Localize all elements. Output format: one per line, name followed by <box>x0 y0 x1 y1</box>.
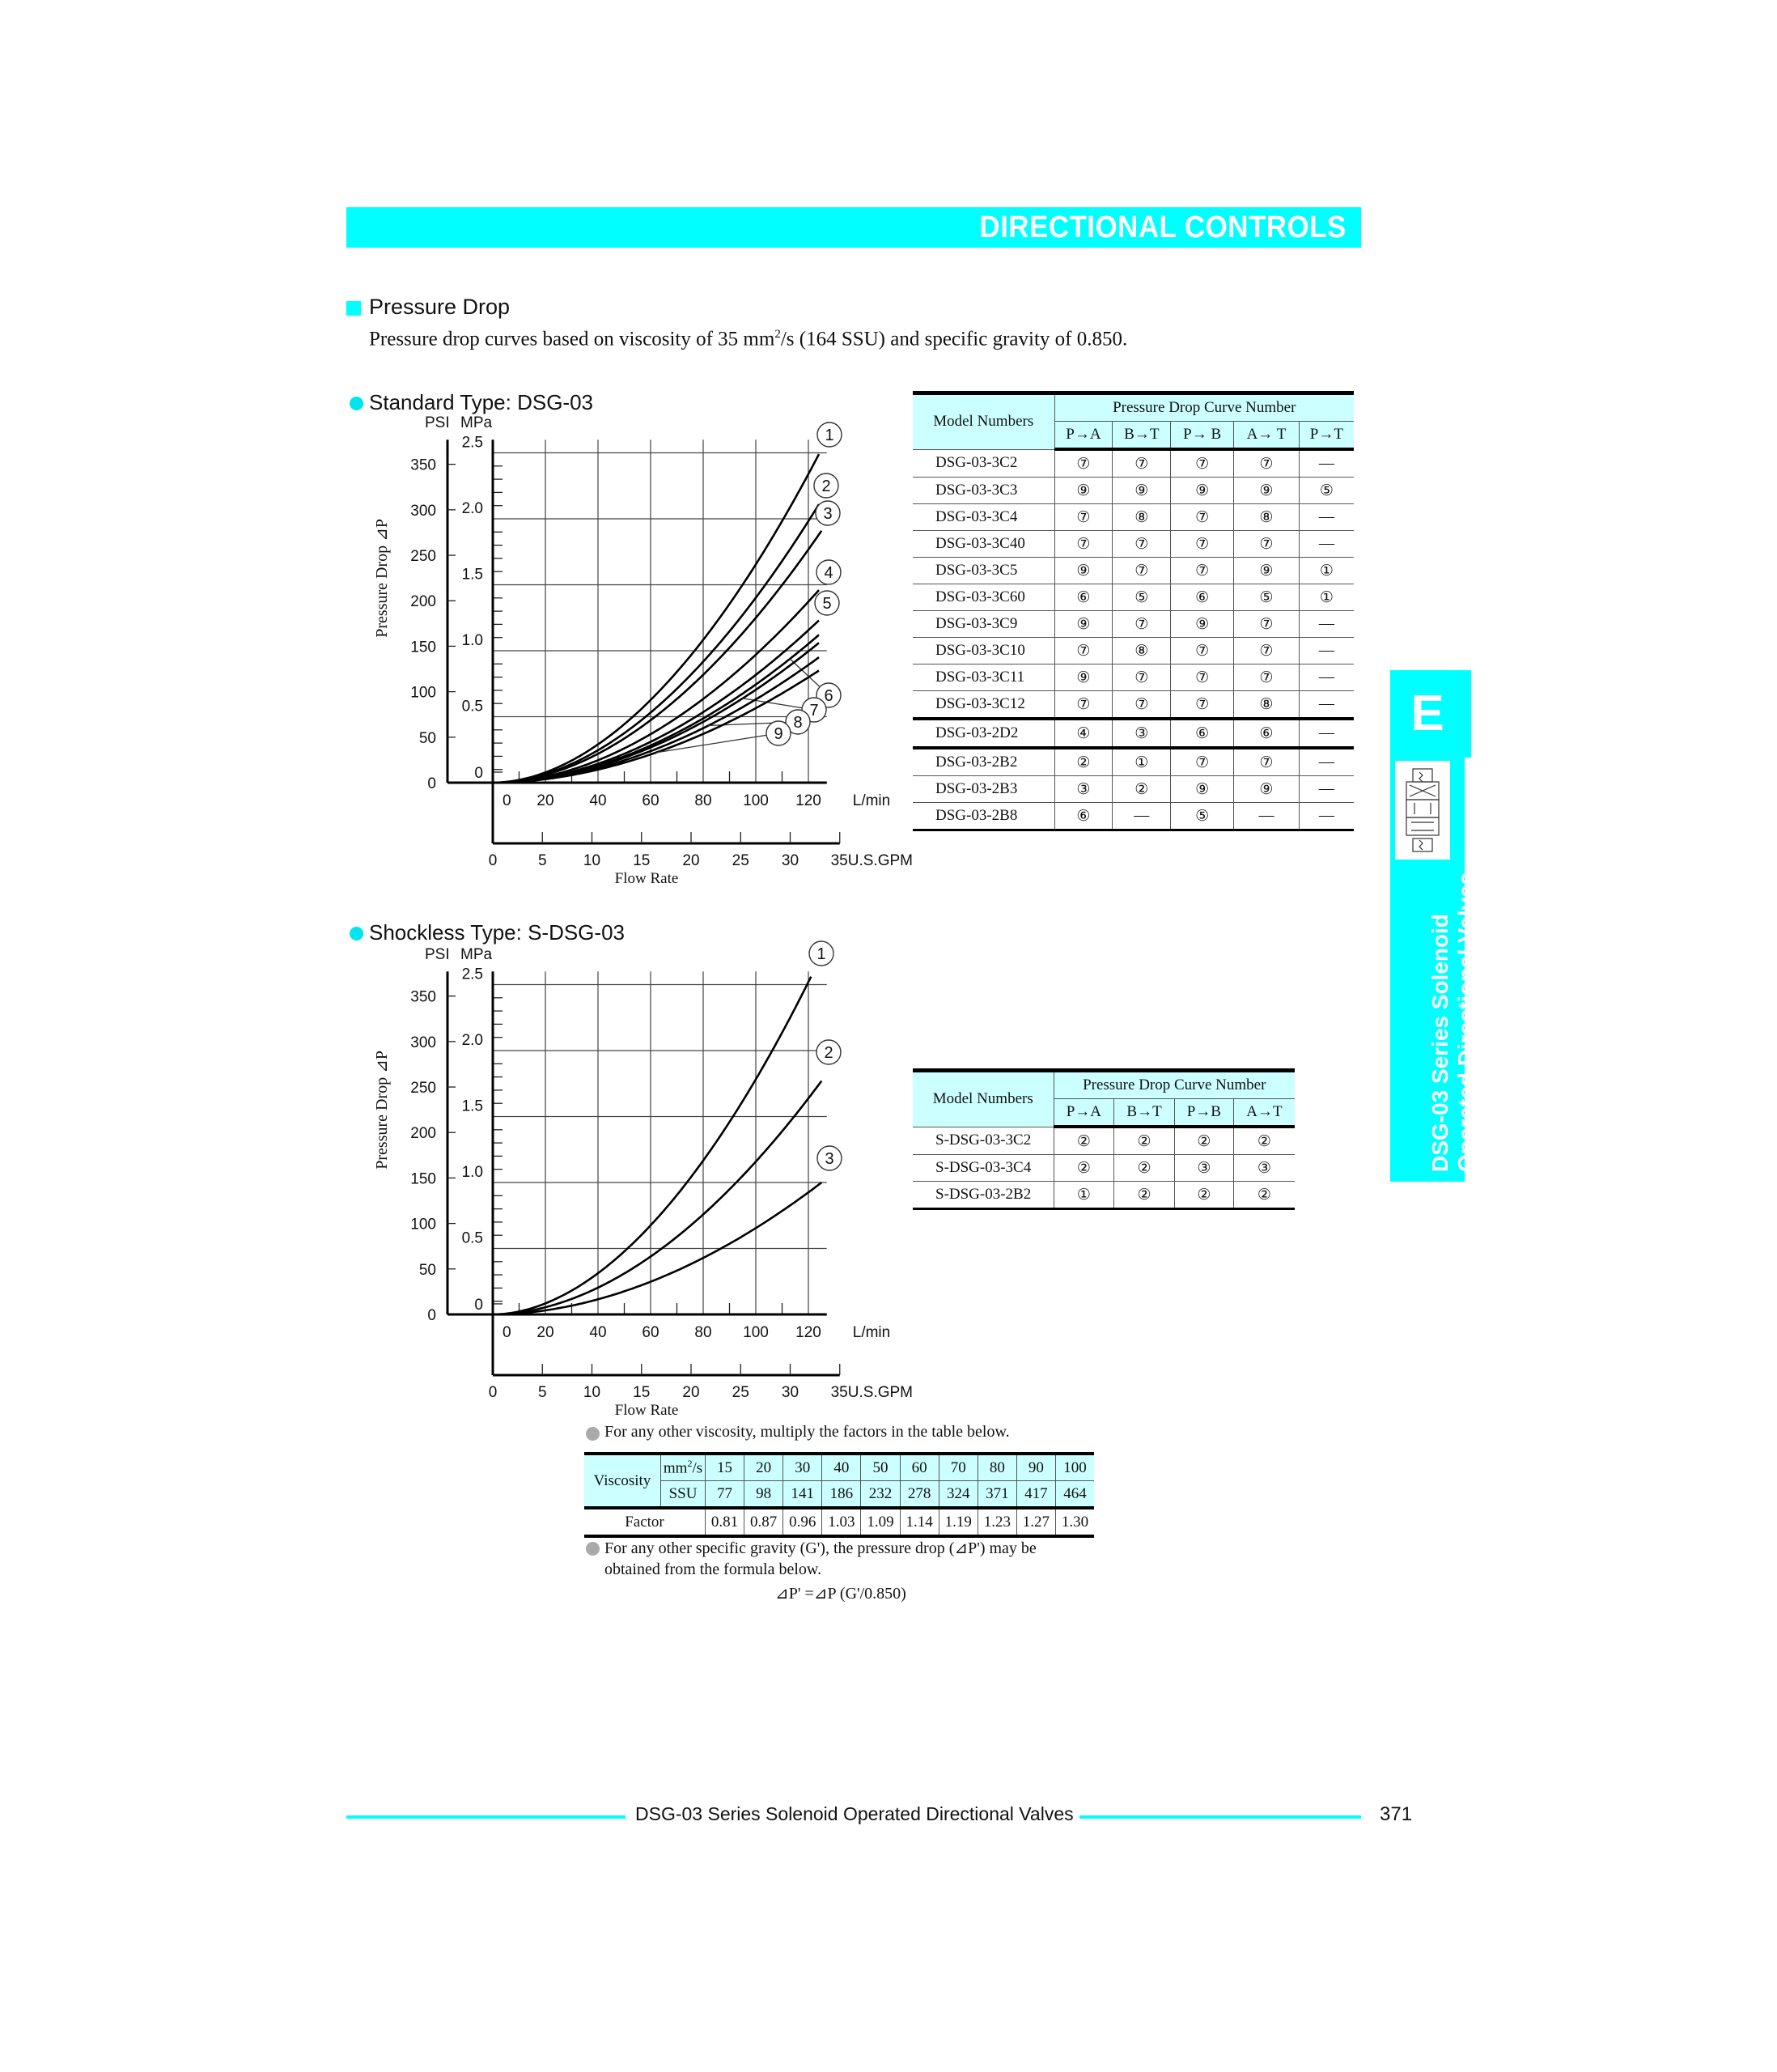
curve-number-cell: ⑦ <box>1171 748 1234 776</box>
curve-number-cell: ⑨ <box>1054 558 1113 584</box>
gpm-unit-label: U.S.GPM <box>847 852 913 869</box>
curve-label: 3 <box>823 505 833 523</box>
section-marker-icon <box>346 301 361 316</box>
x-unit-label: L/min <box>852 1324 891 1341</box>
table-row <box>913 803 1354 830</box>
curve-label: 3 <box>825 1150 834 1168</box>
curve-number-cell: ② <box>1233 1127 1295 1155</box>
standard-pressure-drop-table <box>913 391 1354 831</box>
table-row <box>913 584 1354 611</box>
column-header: P→A <box>1054 1099 1114 1127</box>
footer-rule-right <box>1079 1815 1361 1819</box>
x-tick-label: 0 <box>503 1324 511 1341</box>
curve-number-cell: ⑧ <box>1113 638 1171 664</box>
column-header: P→ B <box>1171 422 1234 450</box>
ssu-cell: 186 <box>822 1481 861 1509</box>
mm2s-cell: 20 <box>744 1454 783 1481</box>
footer-title: DSG-03 Series Solenoid Operated Directional Valves <box>635 1803 1074 1824</box>
curve-number-cell: ⑨ <box>1054 611 1113 638</box>
model-number: DSG-03-3C9 <box>913 611 1054 638</box>
curve-number-cell: ⑨ <box>1171 776 1234 803</box>
curve-number-cell: ① <box>1299 558 1354 584</box>
table-row <box>913 611 1354 638</box>
header-title: DIRECTIONAL CONTROLS <box>979 210 1347 244</box>
table-row <box>913 638 1354 664</box>
gpm-tick-label: 30 <box>781 852 799 869</box>
model-number: DSG-03-3C60 <box>913 584 1054 611</box>
x-tick-label: 100 <box>743 792 769 809</box>
column-header: P→T <box>1299 422 1354 450</box>
factor-cell: 1.27 <box>1016 1508 1055 1536</box>
curve-number-cell: ⑦ <box>1171 691 1234 720</box>
table-row <box>913 531 1354 558</box>
curve-number-cell: ⑤ <box>1113 584 1171 611</box>
x-tick-label: 40 <box>589 792 607 809</box>
model-numbers-header: Model Numbers <box>913 1071 1054 1127</box>
psi-unit-label: PSI <box>425 414 450 431</box>
curve-number-cell: ⑨ <box>1234 478 1300 504</box>
curve-number-cell: ② <box>1114 1182 1175 1209</box>
mpa-unit-label: MPa <box>460 414 493 431</box>
model-number: DSG-03-3C11 <box>913 664 1054 691</box>
gpm-tick-label: 20 <box>682 852 700 869</box>
curve-number-cell: ⑦ <box>1171 504 1234 531</box>
psi-tick-label: 0 <box>427 1307 436 1324</box>
section-subtitle <box>369 328 1127 350</box>
curve-number-cell: ① <box>1299 584 1354 611</box>
curve-number-cell: ⑦ <box>1234 449 1300 478</box>
subtitle-sup: 2 <box>774 328 781 341</box>
chapter-letter: E <box>1410 686 1444 741</box>
curve-number-cell: ⑨ <box>1113 478 1171 504</box>
psi-tick-label: 50 <box>418 1261 436 1279</box>
curve-number-cell: ⑦ <box>1171 531 1234 558</box>
x-tick-label: 20 <box>536 792 554 809</box>
table-row <box>913 1182 1295 1209</box>
curve-number-cell: ⑧ <box>1113 504 1171 531</box>
mm2s-cell: 90 <box>1016 1454 1055 1481</box>
factor-cell: 1.23 <box>978 1508 1016 1536</box>
factor-cell: 0.81 <box>706 1508 744 1536</box>
psi-tick-label: 50 <box>418 729 436 747</box>
curve-number-cell: ⑦ <box>1234 611 1300 638</box>
gpm-tick-label: 0 <box>488 1384 498 1401</box>
gravity-note-line1: For any other specific gravity (G'), the pressure drop (⊿P') may be <box>604 1539 1037 1557</box>
curve-number-cell: — <box>1299 691 1354 720</box>
bullet-icon <box>350 927 363 940</box>
valve-symbol-icon <box>1395 761 1450 860</box>
curve-number-cell: ⑨ <box>1171 611 1234 638</box>
table-row <box>913 558 1354 584</box>
column-header: A→ T <box>1234 422 1300 450</box>
y-axis-title: Pressure Drop ⊿P <box>373 518 391 638</box>
subtitle-text: Pressure drop curves based on viscosity of 35 mm <box>369 328 775 350</box>
mm2s-cell: 60 <box>900 1454 939 1481</box>
page-number: 371 <box>1380 1803 1413 1825</box>
mm2s-cell: 40 <box>822 1454 861 1481</box>
curve-number-cell: ③ <box>1233 1155 1295 1182</box>
curve-1 <box>493 977 811 1314</box>
factor-cell: 1.30 <box>1055 1508 1094 1536</box>
x-tick-label: 20 <box>536 1324 554 1341</box>
x-tick-label: 40 <box>589 1324 607 1341</box>
gpm-tick-label: 25 <box>732 852 749 869</box>
curve-number-cell: ⑦ <box>1113 611 1171 638</box>
unit-ssu: SSU <box>661 1481 706 1509</box>
psi-tick-label: 250 <box>410 1080 436 1098</box>
viscosity-factor-table <box>584 1452 1094 1538</box>
curve-number-cell: ⑦ <box>1171 558 1234 584</box>
psi-tick-label: 300 <box>410 502 436 520</box>
viscosity-label: Viscosity <box>584 1454 661 1508</box>
column-header: P→A <box>1054 422 1113 450</box>
curve-4 <box>493 590 819 783</box>
mpa-tick-label: 0 <box>474 1296 483 1314</box>
mm2s-cell: 80 <box>978 1454 1016 1481</box>
curve-number-cell: — <box>1299 449 1354 478</box>
curve-label: 1 <box>825 427 834 444</box>
curve-label: 9 <box>774 725 783 743</box>
gpm-tick-label: 10 <box>583 1384 601 1401</box>
side-tab-line2: Operated Directional Valves <box>1453 872 1478 1172</box>
factor-cell: 1.19 <box>939 1508 978 1536</box>
gpm-tick-label: 35 <box>830 1384 848 1401</box>
factor-cell: 1.14 <box>900 1508 939 1536</box>
gpm-tick-label: 20 <box>682 1384 700 1401</box>
x-tick-label: 60 <box>642 1324 659 1341</box>
model-number: S-DSG-03-3C4 <box>913 1155 1054 1182</box>
bullet-icon <box>350 397 363 410</box>
curve-number-cell: ④ <box>1054 719 1113 748</box>
subtitle-text-end: /s (164 SSU) and specific gravity of 0.850. <box>780 328 1128 350</box>
model-number: DSG-03-3C10 <box>913 638 1054 664</box>
gravity-note-line2: obtained from the formula below. <box>604 1560 822 1578</box>
curve-number-cell: ⑦ <box>1171 449 1234 478</box>
chart-standard <box>356 413 922 887</box>
ssu-cell: 324 <box>939 1481 978 1509</box>
curve-number-cell: — <box>1234 803 1300 830</box>
ssu-cell: 371 <box>978 1481 1016 1509</box>
curve-number-cell: ⑦ <box>1054 531 1113 558</box>
unit-sup: 2 <box>687 1458 693 1470</box>
gpm-tick-label: 30 <box>781 1384 799 1401</box>
curve-number-cell: ③ <box>1174 1155 1233 1182</box>
gpm-unit-label: U.S.GPM <box>847 1384 913 1401</box>
mpa-tick-label: 2.5 <box>461 434 483 452</box>
curve-number-cell: ② <box>1174 1127 1233 1155</box>
model-number: DSG-03-3C5 <box>913 558 1054 584</box>
curve-number-cell: ② <box>1174 1182 1233 1209</box>
psi-tick-label: 350 <box>410 988 436 1006</box>
curve-number-cell: — <box>1113 803 1171 830</box>
curve-number-header: Pressure Drop Curve Number <box>1054 393 1354 422</box>
curve-number-cell: — <box>1299 776 1354 803</box>
factor-cell: 0.96 <box>783 1508 822 1536</box>
model-number: S-DSG-03-2B2 <box>913 1182 1054 1209</box>
ssu-cell: 232 <box>861 1481 900 1509</box>
table-row <box>913 691 1354 720</box>
curve-number-cell: ⑤ <box>1171 803 1234 830</box>
curve-number-cell: ③ <box>1113 719 1171 748</box>
note-bullet-icon <box>586 1427 600 1441</box>
chart-shockless <box>356 945 922 1419</box>
psi-tick-label: 300 <box>410 1034 436 1051</box>
table-row <box>913 504 1354 531</box>
curve-number-cell: ⑦ <box>1113 691 1171 720</box>
curve-number-cell: ⑥ <box>1171 584 1234 611</box>
section-title: Pressure Drop <box>369 295 511 319</box>
unit-mm2s <box>661 1454 706 1481</box>
gpm-tick-label: 35 <box>830 852 848 869</box>
gpm-tick-label: 5 <box>537 852 547 869</box>
table-row <box>913 776 1354 803</box>
curve-number-cell: ③ <box>1054 776 1113 803</box>
section-header-band <box>346 207 1361 248</box>
model-number: DSG-03-2B2 <box>913 748 1054 776</box>
x-tick-label: 80 <box>694 792 712 809</box>
curve-number-cell: ⑨ <box>1234 558 1300 584</box>
curve-number-cell: ⑤ <box>1234 584 1300 611</box>
curve-8 <box>493 657 819 783</box>
curve-number-cell: ⑧ <box>1234 691 1300 720</box>
curve-number-cell: ⑦ <box>1234 638 1300 664</box>
mm2s-cell: 70 <box>939 1454 978 1481</box>
mpa-tick-label: 0.5 <box>461 1229 483 1247</box>
psi-tick-label: 200 <box>410 1125 436 1143</box>
curve-number-cell: ⑦ <box>1054 638 1113 664</box>
mm2s-cell: 100 <box>1055 1454 1094 1481</box>
curve-label: 2 <box>821 478 831 495</box>
table-row <box>913 449 1354 478</box>
side-tab-line1: DSG-03 Series Solenoid <box>1427 914 1453 1172</box>
table-row <box>913 478 1354 504</box>
curve-number-cell: ⑤ <box>1299 478 1354 504</box>
table-row <box>913 1155 1295 1182</box>
curve-number-cell: ① <box>1054 1182 1114 1209</box>
column-header: P→B <box>1174 1099 1233 1127</box>
model-number: S-DSG-03-3C2 <box>913 1127 1054 1155</box>
curve-number-cell: ⑨ <box>1171 478 1234 504</box>
curve-number-cell: ⑨ <box>1234 776 1300 803</box>
curve-number-cell: — <box>1299 504 1354 531</box>
mpa-tick-label: 0 <box>474 764 483 782</box>
curve-label: 8 <box>793 714 803 732</box>
curve-number-cell: ⑦ <box>1113 664 1171 691</box>
curve-number-cell: ② <box>1054 1155 1114 1182</box>
psi-tick-label: 200 <box>410 593 436 611</box>
curve-number-cell: ② <box>1114 1155 1175 1182</box>
curve-number-cell: ② <box>1054 748 1113 776</box>
curve-number-cell: ② <box>1233 1182 1295 1209</box>
x-tick-label: 120 <box>795 1324 821 1341</box>
model-number: DSG-03-3C12 <box>913 691 1054 720</box>
psi-tick-label: 150 <box>410 639 436 656</box>
mpa-tick-label: 1.5 <box>461 1098 483 1115</box>
x-tick-label: 80 <box>694 1324 712 1341</box>
chart1-title: Standard Type: DSG-03 <box>369 390 594 414</box>
gpm-tick-label: 0 <box>488 852 498 869</box>
ssu-cell: 98 <box>744 1481 783 1509</box>
gravity-note <box>604 1538 1037 1580</box>
curve-number-cell: ⑦ <box>1171 638 1234 664</box>
curve-label: 7 <box>809 702 819 720</box>
side-tab-label <box>1427 864 1479 1172</box>
x-tick-label: 0 <box>503 792 511 809</box>
factor-label: Factor <box>584 1508 706 1536</box>
curve-number-cell: ⑦ <box>1054 449 1113 478</box>
psi-tick-label: 0 <box>427 775 436 792</box>
chapter-side-tab <box>1390 670 1478 1182</box>
curve-label: 4 <box>824 564 833 582</box>
curve-number-cell: ⑦ <box>1171 664 1234 691</box>
column-header: A→T <box>1233 1099 1295 1127</box>
curve-number-cell: ⑦ <box>1234 531 1300 558</box>
x-tick-label: 60 <box>642 792 659 809</box>
curve-number-cell: ⑨ <box>1054 664 1113 691</box>
mm2s-cell: 50 <box>861 1454 900 1481</box>
x-axis-title: Flow Rate <box>614 870 679 887</box>
mpa-unit-label: MPa <box>460 946 493 963</box>
mpa-tick-label: 1.0 <box>461 1164 483 1181</box>
gpm-tick-label: 5 <box>537 1384 547 1401</box>
gpm-tick-label: 25 <box>732 1384 749 1401</box>
table-row <box>913 748 1354 776</box>
table-row <box>913 1127 1295 1155</box>
curve-number-cell: ⑦ <box>1054 691 1113 720</box>
shockless-pressure-drop-table <box>913 1068 1295 1210</box>
factor-cell: 1.09 <box>861 1508 900 1536</box>
gpm-tick-label: 15 <box>633 852 651 869</box>
curve-number-cell: ⑦ <box>1113 531 1171 558</box>
curve-number-cell: ② <box>1054 1127 1114 1155</box>
mpa-tick-label: 1.5 <box>461 566 483 584</box>
model-number: DSG-03-3C4 <box>913 504 1054 531</box>
ssu-cell: 141 <box>783 1481 822 1509</box>
mm2s-cell: 15 <box>706 1454 744 1481</box>
curve-number-cell: ⑦ <box>1113 449 1171 478</box>
model-number: DSG-03-3C40 <box>913 531 1054 558</box>
column-header: B→T <box>1113 422 1171 450</box>
ssu-cell: 464 <box>1055 1481 1094 1509</box>
model-number: DSG-03-3C2 <box>913 449 1054 478</box>
table-row <box>913 664 1354 691</box>
curve-label: 5 <box>822 595 832 613</box>
curve-number-cell: — <box>1299 719 1354 748</box>
unit-mm: mm <box>663 1459 688 1477</box>
factor-cell: 0.87 <box>744 1508 783 1536</box>
x-tick-label: 120 <box>795 792 821 809</box>
curve-number-cell: ⑥ <box>1054 803 1113 830</box>
curve-number-cell: — <box>1299 531 1354 558</box>
factor-cell: 1.03 <box>822 1508 861 1536</box>
chapter-tab-notch <box>1465 670 1471 758</box>
gpm-tick-label: 15 <box>633 1384 651 1401</box>
mpa-tick-label: 0.5 <box>461 698 483 715</box>
psi-tick-label: 150 <box>410 1170 436 1188</box>
psi-tick-label: 350 <box>410 456 436 474</box>
psi-tick-label: 100 <box>410 1216 436 1233</box>
ssu-cell: 77 <box>706 1481 744 1509</box>
chart2-title: Shockless Type: S-DSG-03 <box>369 920 625 945</box>
ssu-cell: 417 <box>1016 1481 1055 1509</box>
curve-number-cell: ② <box>1114 1127 1175 1155</box>
curve-number-cell: — <box>1299 638 1354 664</box>
footer-rule-left <box>346 1815 626 1819</box>
mpa-tick-label: 2.0 <box>461 1032 483 1049</box>
gpm-tick-label: 10 <box>583 852 601 869</box>
curve-number-cell: ⑥ <box>1054 584 1113 611</box>
x-tick-label: 100 <box>743 1324 769 1341</box>
table-row <box>913 719 1354 748</box>
model-number: DSG-03-2B3 <box>913 776 1054 803</box>
curve-number-cell: ⑦ <box>1234 748 1300 776</box>
curve-number-cell: — <box>1299 803 1354 830</box>
model-number: DSG-03-2B8 <box>913 803 1054 830</box>
curve-number-cell: ⑥ <box>1234 719 1300 748</box>
mm2s-cell: 30 <box>783 1454 822 1481</box>
y-axis-title: Pressure Drop ⊿P <box>373 1050 391 1170</box>
curve-number-cell: ⑧ <box>1234 504 1300 531</box>
mpa-tick-label: 2.0 <box>461 500 483 517</box>
curve-number-cell: — <box>1299 664 1354 691</box>
mpa-tick-label: 2.5 <box>461 966 483 983</box>
curve-number-header: Pressure Drop Curve Number <box>1054 1071 1295 1099</box>
x-unit-label: L/min <box>852 792 891 809</box>
curve-number-cell: ② <box>1113 776 1171 803</box>
model-number: DSG-03-3C3 <box>913 478 1054 504</box>
curve-number-cell: ⑦ <box>1113 558 1171 584</box>
model-numbers-header: Model Numbers <box>913 393 1054 450</box>
x-axis-title: Flow Rate <box>614 1402 679 1419</box>
psi-unit-label: PSI <box>425 946 450 963</box>
psi-tick-label: 100 <box>410 684 436 702</box>
curve-number-cell: ⑦ <box>1054 504 1113 531</box>
curve-number-cell: ① <box>1113 748 1171 776</box>
unit-per-s: /s <box>692 1459 703 1477</box>
mpa-tick-label: 1.0 <box>461 632 483 649</box>
column-header: B→T <box>1114 1099 1175 1127</box>
curve-number-cell: ⑨ <box>1054 478 1113 504</box>
curve-number-cell: — <box>1299 611 1354 638</box>
model-number: DSG-03-2D2 <box>913 719 1054 748</box>
curve-number-cell: ⑥ <box>1171 719 1234 748</box>
curve-label: 1 <box>816 945 826 963</box>
specific-gravity-formula: ⊿P' =⊿P (G'/0.850) <box>775 1585 906 1603</box>
ssu-cell: 278 <box>900 1481 939 1509</box>
psi-tick-label: 250 <box>410 548 436 566</box>
viscosity-note: For any other viscosity, multiply the factors in the table below. <box>604 1423 1010 1441</box>
curve-number-cell: ⑦ <box>1234 664 1300 691</box>
curve-number-cell: — <box>1299 748 1354 776</box>
note-bullet-icon <box>586 1542 600 1556</box>
curve-label: 2 <box>824 1044 833 1062</box>
curve-label: 6 <box>824 687 833 705</box>
